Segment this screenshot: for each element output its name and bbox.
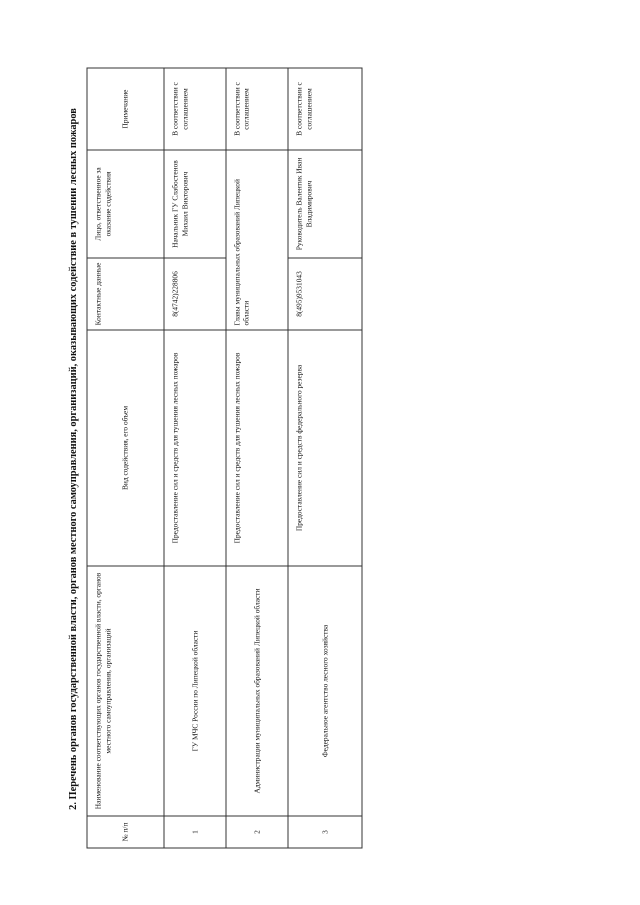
page-title: 2. Перечень органов государственной власти, органов местного самоуправления, организаций, оказывающих содействие в тушении лесных пожаров bbox=[68, 108, 79, 810]
row-note: В соответствии с соглашением bbox=[226, 68, 289, 150]
row-contact: 8(495)9531043 bbox=[288, 258, 362, 330]
row-name: Администрации муниципальных образований Липецкой области bbox=[226, 566, 289, 816]
header-name: Наименование соответствующих органов государственной власти, органов местного самоуправления, организаций bbox=[87, 566, 164, 816]
row-person: Начальник ГУ Слабостенов Михаил Викторович bbox=[164, 150, 225, 258]
table-row bbox=[226, 68, 289, 848]
row-note: В соответствии с соглашением bbox=[164, 68, 225, 150]
row-contact-person: Главы муниципальных образований Липецкой области bbox=[226, 150, 289, 330]
row-kind: Предоставление сил и средств для тушения лесных пожаров bbox=[164, 330, 225, 566]
row-contact: 8(4742)228806 bbox=[164, 258, 225, 330]
table-row bbox=[288, 68, 362, 848]
row-kind: Предоставление сил и средств для тушения лесных пожаров bbox=[226, 330, 289, 566]
table-row bbox=[164, 68, 225, 848]
row-name: Федеральное агентство лесного хозяйства bbox=[288, 566, 362, 816]
row-name: ГУ МЧС России по Липецкой области bbox=[164, 566, 225, 816]
header-num: № п/п bbox=[87, 816, 164, 848]
assistance-table-frame bbox=[86, 68, 362, 848]
row-person: Руководитель Валентик Иван Владимирович bbox=[288, 150, 362, 258]
row-kind: Предоставление сил и средств федерального резерва bbox=[288, 330, 362, 566]
row-note: В соответствии с соглашением bbox=[288, 68, 362, 150]
header-contact: Контактные данные bbox=[87, 258, 164, 330]
row-num: 1 bbox=[164, 816, 225, 848]
row-num: 2 bbox=[226, 816, 289, 848]
header-person: Лицо, ответственное за оказание содействия bbox=[87, 150, 164, 258]
assistance-table bbox=[87, 68, 363, 849]
row-num: 3 bbox=[288, 816, 362, 848]
table-header-row bbox=[87, 68, 164, 848]
header-note: Примечание bbox=[87, 68, 164, 150]
header-kind: Вид содействия, его объем bbox=[87, 330, 164, 566]
